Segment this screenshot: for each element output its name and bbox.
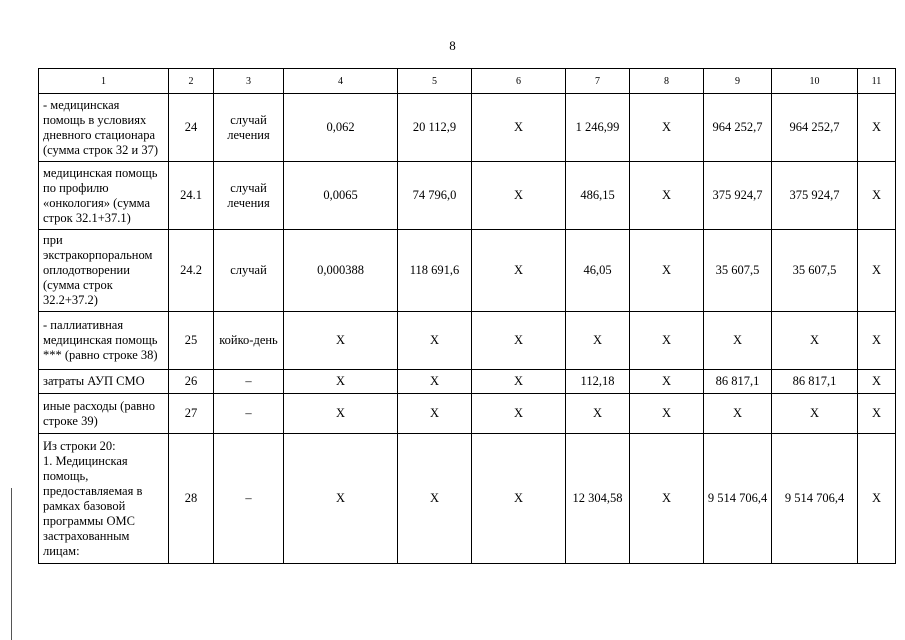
table-cell: X	[472, 434, 566, 564]
table-cell: 46,05	[566, 230, 630, 312]
table-cell: 12 304,58	[566, 434, 630, 564]
table-cell: 964 252,7	[704, 94, 772, 162]
table-cell: X	[472, 312, 566, 370]
column-number: 10	[772, 69, 858, 94]
table-cell: 118 691,6	[398, 230, 472, 312]
table-cell: X	[630, 162, 704, 230]
table-cell: 9 514 706,4	[704, 434, 772, 564]
table-cell: 26	[169, 370, 214, 394]
table-cell: X	[858, 162, 896, 230]
table-cell: X	[398, 434, 472, 564]
table-cell: X	[630, 370, 704, 394]
table-cell: X	[858, 312, 896, 370]
table-cell: 375 924,7	[772, 162, 858, 230]
table-cell: 35 607,5	[704, 230, 772, 312]
table-cell: X	[858, 94, 896, 162]
table-cell: –	[214, 370, 284, 394]
table-cell: X	[858, 434, 896, 564]
page-number: 8	[449, 38, 456, 53]
column-number: 11	[858, 69, 896, 94]
table-cell: X	[398, 370, 472, 394]
table-cell: X	[772, 312, 858, 370]
row-description: - паллиативная медицинская помощь *** (равно строке 38)	[39, 312, 169, 370]
table-cell: случай	[214, 230, 284, 312]
table-cell: 35 607,5	[772, 230, 858, 312]
table-cell: X	[472, 162, 566, 230]
column-number: 8	[630, 69, 704, 94]
table-cell: 27	[169, 394, 214, 434]
table-cell: X	[772, 394, 858, 434]
table-cell: 9 514 706,4	[772, 434, 858, 564]
table-cell: X	[472, 370, 566, 394]
row-description: Из строки 20: 1. Медицинская помощь, предоставляемая в рамках базовой программы ОМС застрахованным лицам:	[39, 434, 169, 564]
table-cell: X	[630, 230, 704, 312]
data-table	[38, 68, 896, 564]
table-cell: X	[398, 312, 472, 370]
column-number: 5	[398, 69, 472, 94]
row-description: при экстракорпоральном оплодотворении (сумма строк 32.2+37.2)	[39, 230, 169, 312]
table-cell: –	[214, 394, 284, 434]
column-number: 1	[39, 69, 169, 94]
table-row	[39, 434, 896, 564]
row-description: - медицинская помощь в условиях дневного стационара (сумма строк 32 и 37)	[39, 94, 169, 162]
table-cell: случай лечения	[214, 162, 284, 230]
table-header-row	[39, 69, 896, 94]
row-description: иные расходы (равно строке 39)	[39, 394, 169, 434]
table-cell: X	[630, 94, 704, 162]
table-row	[39, 312, 896, 370]
table-row	[39, 394, 896, 434]
table-cell: X	[858, 394, 896, 434]
table-cell: случай лечения	[214, 94, 284, 162]
table-row	[39, 94, 896, 162]
table-row	[39, 162, 896, 230]
table-row	[39, 370, 896, 394]
row-description: затраты АУП СМО	[39, 370, 169, 394]
column-number: 9	[704, 69, 772, 94]
table-cell: X	[704, 312, 772, 370]
column-number: 2	[169, 69, 214, 94]
row-description: медицинская помощь по профилю «онкология» (сумма строк 32.1+37.1)	[39, 162, 169, 230]
column-number: 7	[566, 69, 630, 94]
table-cell: X	[858, 370, 896, 394]
table-cell: X	[398, 394, 472, 434]
table-cell: койко-день	[214, 312, 284, 370]
table-cell: 1 246,99	[566, 94, 630, 162]
table-cell: X	[858, 230, 896, 312]
table-cell: 0,062	[284, 94, 398, 162]
table-cell: X	[630, 394, 704, 434]
table-cell: X	[472, 394, 566, 434]
column-number: 4	[284, 69, 398, 94]
table-cell: 112,18	[566, 370, 630, 394]
table-cell: 964 252,7	[772, 94, 858, 162]
table-cell: X	[630, 434, 704, 564]
column-number: 6	[472, 69, 566, 94]
table-cell: 86 817,1	[704, 370, 772, 394]
table-cell: 86 817,1	[772, 370, 858, 394]
table-cell: X	[472, 230, 566, 312]
margin-rule	[11, 488, 12, 640]
table-cell: X	[284, 312, 398, 370]
table-cell: X	[284, 394, 398, 434]
table-cell: 0,000388	[284, 230, 398, 312]
table-cell: –	[214, 434, 284, 564]
table-cell: 24.1	[169, 162, 214, 230]
table-cell: X	[472, 94, 566, 162]
table-cell: X	[284, 370, 398, 394]
table-cell: 24	[169, 94, 214, 162]
table-cell: X	[284, 434, 398, 564]
table-cell: 28	[169, 434, 214, 564]
column-number: 3	[214, 69, 284, 94]
table-row	[39, 230, 896, 312]
table-cell: X	[704, 394, 772, 434]
table-cell: 20 112,9	[398, 94, 472, 162]
table-cell: 0,0065	[284, 162, 398, 230]
table-cell: 375 924,7	[704, 162, 772, 230]
table-cell: X	[630, 312, 704, 370]
table-cell: 74 796,0	[398, 162, 472, 230]
table-cell: 486,15	[566, 162, 630, 230]
table-cell: X	[566, 312, 630, 370]
table-cell: X	[566, 394, 630, 434]
table-cell: 24.2	[169, 230, 214, 312]
table-cell: 25	[169, 312, 214, 370]
